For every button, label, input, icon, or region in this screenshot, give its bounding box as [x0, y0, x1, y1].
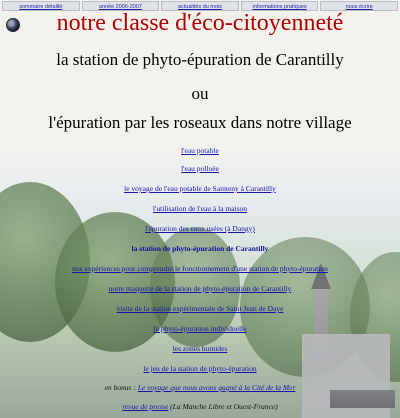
link-maquette[interactable]: notre maquette de la station de phyto-épuration de Carantilly [108, 284, 292, 293]
link-voyage-eau[interactable]: le voyage de l'eau potable de Sainteny à Carantilly [124, 184, 276, 193]
link-visite-saint-jean[interactable]: visite de la station expérimentale de Saint Jean de Daye [116, 304, 284, 313]
link-experiences[interactable]: nos expériences pour comprendre le fonctionnement d'une station de phyto-épuration [72, 264, 328, 273]
nav-informations[interactable]: informations pratiques [241, 1, 319, 11]
page-title: notre classe d'éco-citoyenneté [56, 10, 344, 36]
nav-actualites[interactable]: actualités du mois [161, 1, 239, 11]
link-revue-de-presse[interactable]: revue de presse [122, 402, 169, 411]
nav-sommaire[interactable]: sommaire détaillé [2, 1, 80, 11]
link-phyto-individuelle[interactable]: la phyto-épuration individuelle [153, 324, 247, 333]
link-eau-polluee[interactable]: l'eau polluée [181, 164, 219, 173]
link-utilisation-eau[interactable]: l'utilisation de l'eau à la maison [152, 204, 248, 213]
press-line [0, 402, 400, 411]
link-zones-humides[interactable]: les zones humides [172, 344, 228, 353]
subtitle-line-3: l'épuration par les roseaux dans notre village [48, 113, 352, 132]
link-eau-potable[interactable]: l'eau potable [181, 146, 219, 155]
bonus-line [0, 383, 400, 392]
nav-annee[interactable]: année 2006-2007 [82, 1, 160, 11]
link-cite-de-la-mer[interactable]: Le voyage que nous avons gagné à la Cité de la Mer [137, 383, 296, 392]
nav-ecrire[interactable]: nous écrire [320, 1, 398, 11]
press-suffix: (La Manche Libre et Ouest-France) [170, 402, 278, 411]
link-jeu-station[interactable]: le jeu de la station de phyto-épuration [143, 364, 257, 373]
link-epuration-dangy[interactable]: l'épuration des eaux usées (à Dangy) [145, 224, 255, 233]
bonus-prefix: en bonus : [104, 383, 138, 392]
subtitle-line-1: la station de phyto-épuration de Carantilly [56, 50, 344, 69]
current-page-station: la station de phyto-épuration de Carantilly [131, 244, 269, 253]
subtitle-line-2: ou [191, 84, 209, 103]
